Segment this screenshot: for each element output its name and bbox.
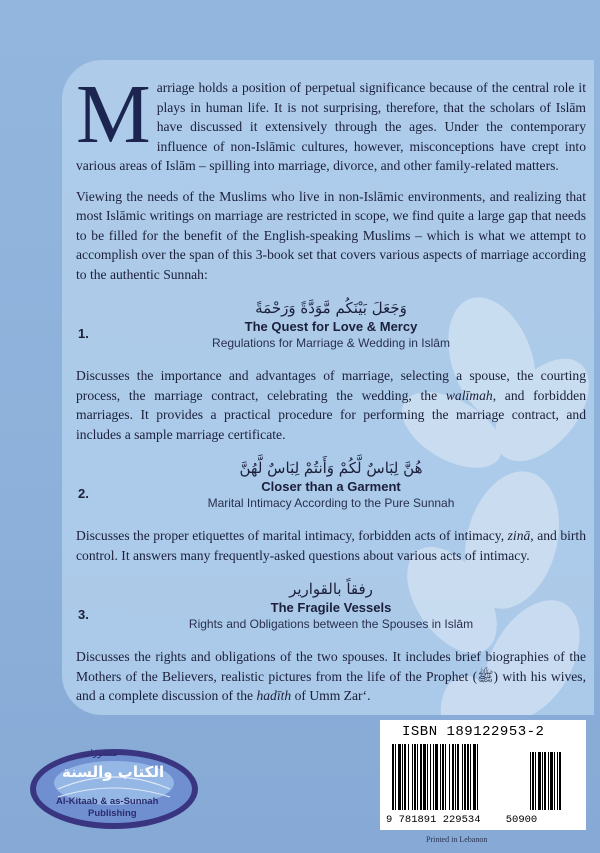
- book-1-title: The Quest for Love & Mercy: [244, 319, 418, 334]
- book-1-description: Discusses the importance and advantages of marriage, selecting a spouse, the courting process, the marriage contract, celebrating the wedding, the walīmah, and forbidden marriages. It provides a practical procedure for performing the marriage contract, and includes a sample marriage certificate.: [76, 368, 587, 442]
- publisher-arabic-name: الكتاب والسنة: [62, 763, 165, 781]
- book-2-subtitle: Marital Intimacy According to the Pure Sunnah: [207, 496, 455, 510]
- book-2-arabic: هُنَّ لِبَاسٌ لَّكُمْ وَأَنتُمْ لِبَاسٌ لَّهُنَّ: [239, 459, 423, 477]
- barcode-icon: [390, 744, 576, 814]
- book-2: [76, 458, 586, 512]
- barcode-digits: 9 781891 229534 50900: [386, 814, 538, 826]
- book-2-description: Discusses the proper etiquettes of marital intimacy, forbidden acts of intimacy, zinā, and birth control. It answers many frequently-asked questions about various acts of intimacy.: [76, 528, 587, 563]
- book-2-title: Closer than a Garment: [261, 479, 401, 494]
- isbn-label: ISBN 189122953-2: [402, 724, 545, 740]
- book-3: [76, 579, 586, 633]
- book-1: [76, 298, 586, 352]
- book-1-number: 1.: [78, 326, 89, 341]
- publisher-name-line2: Publishing: [88, 808, 137, 819]
- drop-cap: M: [76, 68, 151, 161]
- book-3-subtitle: Rights and Obligations between the Spouses in Islām: [188, 617, 474, 631]
- overview-paragraph: Viewing the needs of the Muslims who live in non-Islāmic environments, and realizing that most Islāmic writings on marriage are restricted in scope, we find quite a large gap that needs to be filled for the benefit of the English-speaking Muslims – which is what we attempt to accomplish over the span of this 3-book set that covers various aspects of marriage according to the authentic Sunnah:: [76, 188, 586, 282]
- isbn-barcode-box: [380, 720, 586, 830]
- book-3-description: Discusses the rights and obligations of the two spouses. It includes brief biographies of the Mothers of the Believers, realistic pictures from the life of the Prophet (ﷺ) with his wives, and a complete discussion of the hadīth of Umm Zar‘.: [76, 649, 586, 703]
- book-3-number: 3.: [78, 607, 89, 622]
- intro-text: arriage holds a position of perpetual significance because of the central role it plays in human life. It is not surprising, therefore, that the scholars of Islām have discussed it extensively through the ages. Under the contemporary influence of non-Islāmic cultures, however, misconceptions have crept into various areas of Islām – spilling into marriage, divorce, and other family-related matters.: [76, 80, 586, 173]
- book-3-title: The Fragile Vessels: [270, 600, 392, 615]
- publisher-arabic-top: منشورات: [82, 749, 118, 759]
- book-1-arabic: وَجَعَلَ بَيْنَكُم مَّوَدَّةً وَرَحْمَةً: [255, 299, 407, 317]
- publisher-name: Al-Kitaab & as-Sunnah: [56, 796, 159, 807]
- content: [76, 68, 587, 706]
- book-3-arabic: رفقاً بالقوارير: [289, 580, 373, 598]
- printed-in: Printed in Lebanon: [426, 835, 488, 844]
- book-1-subtitle: Regulations for Marriage & Wedding in Islām: [212, 336, 450, 350]
- book-2-number: 2.: [78, 486, 89, 501]
- intro-paragraph: [76, 68, 586, 176]
